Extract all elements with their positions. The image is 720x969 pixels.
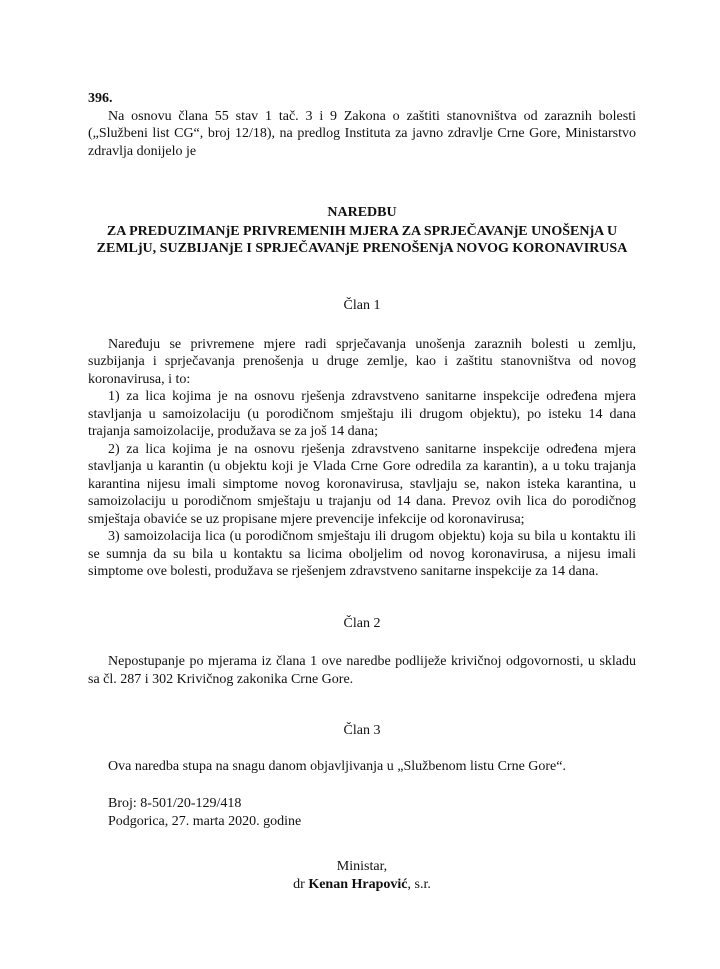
- place-date: Podgorica, 27. marta 2020. godine: [108, 813, 302, 829]
- signature-role: Ministar,: [336, 859, 388, 874]
- article-1-item-2: 2) za lica kojima je na osnovu rješenja zdravstveno sanitarne inspekcije određena mjera stavljanja u karantin (u objektu koji je Vlada Crne Gore odredila za karantin), a u toku trajanja karantina nijesu imali simptome novog koronavirusa, stavljaju se, nakon isteka karantina, u samoizolaciju u porodičnom smještaju u trajanju od 14 dana. Prevoz ovih lica do porodičnog smještaja obaviće se uz propisane mjere prevencije infekcije od koronavirusa;: [88, 441, 636, 527]
- document-meta: [88, 795, 636, 830]
- article-2-text: Nepostupanje po mjerama iz člana 1 ove naredbe podliježe krivičnoj odgovornosti, u skladu sa čl. 287 i 302 Krivičnog zakonika Crne Gore.: [88, 654, 636, 687]
- article-1-heading: Član 1: [343, 298, 381, 313]
- signature-name: Kenan Hrapović: [308, 876, 408, 892]
- document-title: NAREDBU: [327, 205, 397, 220]
- article-1-body: [88, 336, 636, 581]
- article-2-heading: Član 2: [343, 615, 381, 631]
- article-3-heading: Član 3: [343, 723, 381, 738]
- article-1-item-1: 1) za lica kojima je na osnovu rješenja zdravstveno sanitarne inspekcije određena mjera stavljanja u samoizolaciju (u porodičnom smještaju ili drugom objektu), po isteku 14 dana trajanja samoizolacije, produžava se za još 14 dana;: [88, 389, 636, 439]
- article-3-text: Ova naredba stupa na snagu danom objavljivanja u „Službenom listu Crne Gore“.: [108, 758, 566, 774]
- document-number: 396.: [88, 91, 113, 106]
- document-subtitle: ZA PREDUZIMANjE PRIVREMENIH MJERA ZA SPRJEČAVANjE UNOŠENjA U ZEMLjU, SUZBIJANjE I SPRJEČAVANjE PRENOŠENjA NOVOG KORONAVIRUSA: [96, 224, 628, 256]
- document-page: [88, 90, 636, 893]
- reference-number: Broj: 8-501/20-129/418: [108, 796, 242, 811]
- article-1-paragraph: Naređuju se privremene mjere radi sprječavanja unošenja zaraznih bolesti u zemlju, suzbijanja i sprječavanja prenošenja u druge zemlje, kao i zaštitu stanovništva od novog koronavirusa, i to:: [88, 336, 636, 387]
- signature-suffix: , s.r.: [407, 876, 431, 892]
- preamble: Na osnovu člana 55 stav 1 tač. 3 i 9 Zakona o zaštiti stanovništva od zaraznih bolesti („Službeni list CG“, broj 12/18), na predlog Instituta za javno zdravlje Crne Gore, Ministarstvo zdravlja donijelo je: [88, 108, 636, 159]
- signature-prefix: dr: [293, 876, 309, 892]
- signature-line: [88, 876, 636, 894]
- article-1-item-3: 3) samoizolacija lica (u porodičnom smještaju ili drugom objektu) koja su bila u kontaktu ili se sumnja da su bila u kontaktu sa licima oboljelim od novog koronavirusa, a nijesu imali simptome ove bolesti, produžava se rješenjem zdravstveno sanitarne inspekcije za 14 dana.: [88, 529, 636, 579]
- signature-block: [88, 858, 636, 893]
